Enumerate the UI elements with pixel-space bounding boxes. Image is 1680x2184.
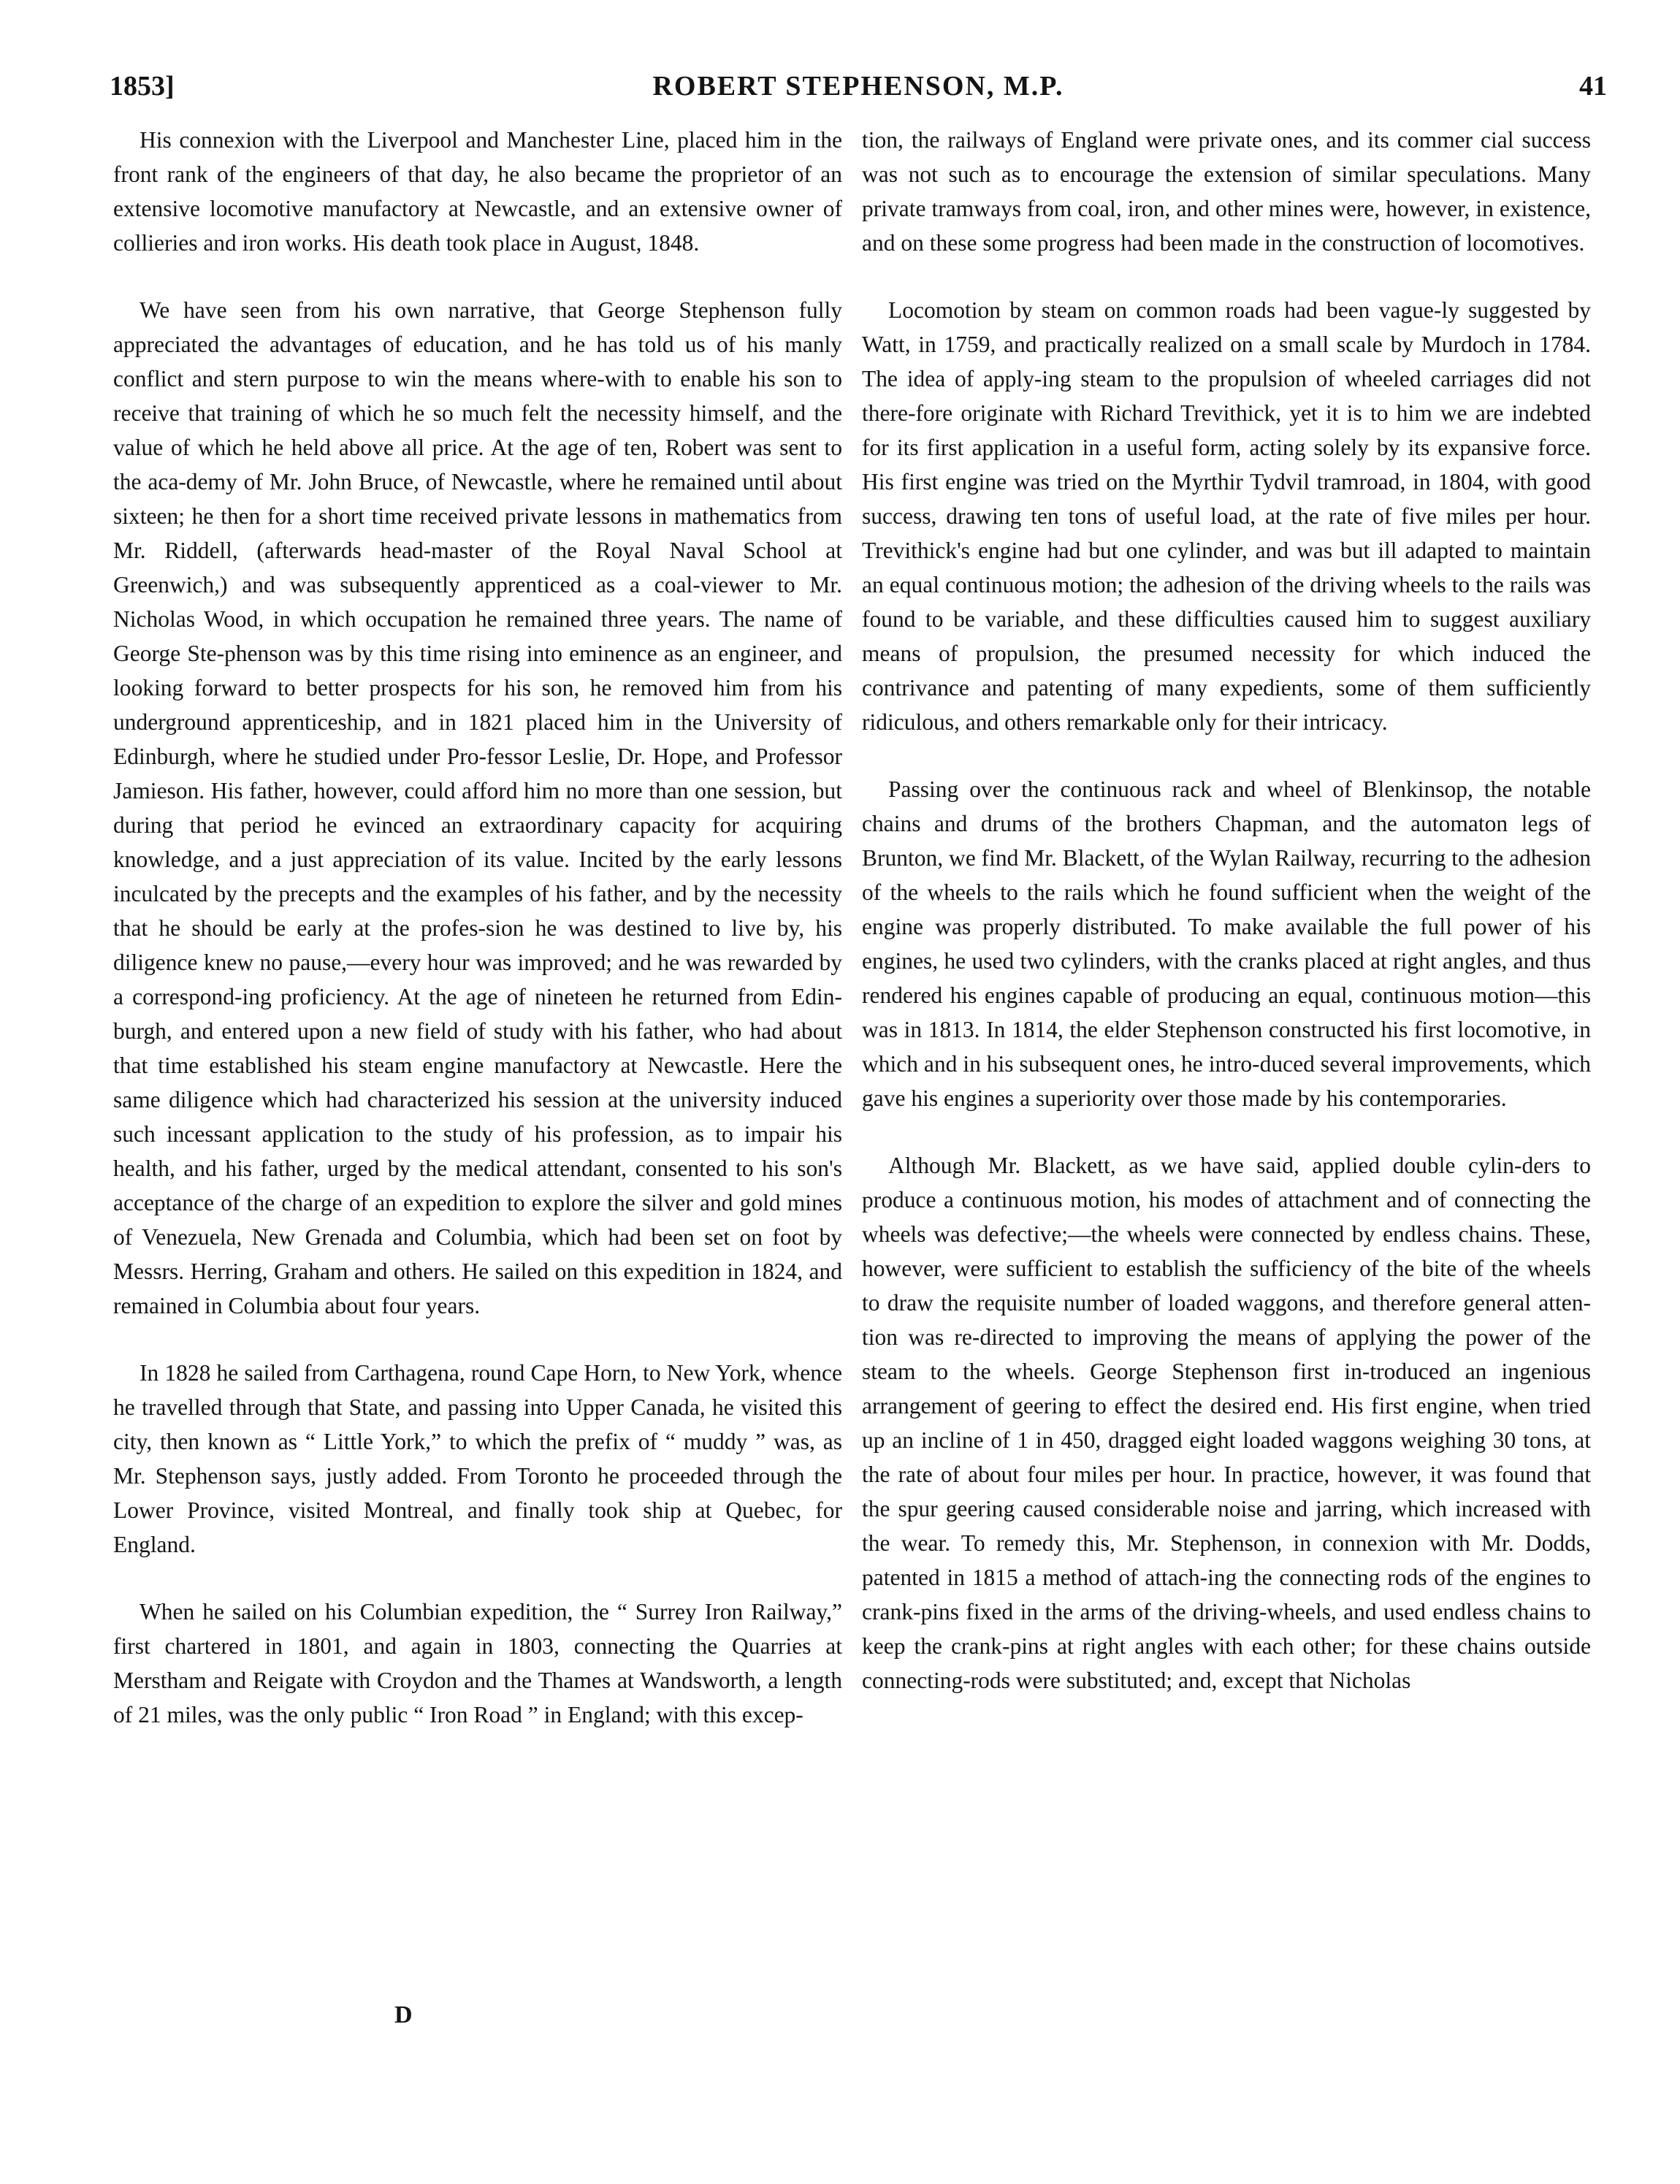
- running-header: [110, 70, 1607, 114]
- paragraph: His connexion with the Liverpool and Manchester Line, placed him in the front rank of the engineers of that day, he also became the proprietor of an extensive locomotive manufactory at Newcastle, and an extensive owner of collieries and iron works. His death took place in August, 1848.: [113, 127, 842, 256]
- paragraph: We have seen from his own narrative, that George Stephenson fully appreciated the advantages of education, and he has told us of his manly conflict and stern purpose to win the means where-with to enable his son to receive that training of which he so much felt the necessity himself, and the value of which he held above all price. At the age of ten, Robert was sent to the aca-demy of Mr. John Bruce, of Newcastle, where he remained until about sixteen; he then for a short time received private lessons in mathematics from Mr. Riddell, (afterwards head-master of the Royal Naval School at Greenwich,) and was subsequently apprenticed as a coal-viewer to Mr. Nicholas Wood, in which occupation he remained three years. The name of George Ste-phenson was by this time rising into eminence as an engineer, and looking forward to better prospects for his son, he removed him from his underground apprenticeship, and in 1821 placed him in the University of Edinburgh, where he studied under Pro-fessor Leslie, Dr. Hope, and Professor Jamieson. His father, however, could afford him no more than one session, but during that period he evinced an extraordinary capacity for acquiring knowledge, and a just appreciation of its value. Incited by the early lessons inculcated by the precepts and the examples of his father, and by the necessity that he should be early at the profes-sion he was destined to live by, his diligence knew no pause,—every hour was improved; and he was rewarded by a correspond-ing proficiency. At the age of nineteen he returned from Edin-burgh, and entered upon a new field of study with his father, who had about that time established his steam engine manufactory at Newcastle. Here the same diligence which had characterized his session at the university induced such incessant application to the study of his profession, as to impair his health, and his father, urged by the medical attendant, consented to his son's acceptance of the charge of an expedition to explore the silver and gold mines of Venezuela, New Grenada and Columbia, which had been set on foot by Messrs. Herring, Graham and others. He sailed on this expedition in 1824, and remained in Columbia about four years.: [113, 297, 842, 1318]
- header-year: 1853]: [110, 71, 175, 102]
- right-column: [862, 123, 1591, 1698]
- paragraph: When he sailed on his Columbian expedition, the “ Surrey Iron Railway,” first chartered in 1801, and again in 1803, connecting the Quarries at Merstham and Reigate with Croydon and the Thames at Wandsworth, a length of 21 miles, was the only public “ Iron Road ” in England; with this excep-: [113, 1599, 842, 1727]
- paragraph: tion, the railways of England were private ones, and its commer cial success was not such as to encourage the extension of similar speculations. Many private tramways from coal, iron, and other mines were, however, in existence, and on these some progress had been made in the construction of locomotives.: [862, 127, 1591, 256]
- paragraph: Passing over the continuous rack and wheel of Blenkinsop, the notable chains and drums of the brothers Chapman, and the automaton legs of Brunton, we find Mr. Blackett, of the Wylan Railway, recurring to the adhesion of the wheels to the rails which he found sufficient when the weight of the engine was properly distributed. To make available the full power of his engines, he used two cylinders, with the cranks placed at right angles, and thus rendered his engines capable of producing an equal, continuous motion—this was in 1813. In 1814, the elder Stephenson constructed his first locomotive, in which and in his subsequent ones, he intro-duced several improvements, which gave his engines a superiority over those made by his contemporaries.: [862, 776, 1591, 1111]
- paragraph: Although Mr. Blackett, as we have said, applied double cylin-ders to produce a continuous motion, his modes of attachment and of connecting the wheels was defective;—the wheels were connected by endless chains. These, however, were sufficient to establish the sufficiency of the bite of the wheels to draw the requisite number of loaded waggons, and therefore general atten-tion was re-directed to improving the means of applying the power of the steam to the wheels. George Stephenson first in-troduced an ingenious arrangement of geering to effect the desired end. His first engine, when tried up an incline of 1 in 450, dragged eight loaded waggons weighing 30 tons, at the rate of about four miles per hour. In practice, however, it was found that the spur geering caused considerable noise and jarring, which increased with the wear. To remedy this, Mr. Stephenson, in connexion with Mr. Dodds, patented in 1815 a method of attach-ing the connecting rods of the engines to crank-pins fixed in the arms of the driving-wheels, and used endless chains to keep the crank-pins at right angles with each other; for these chains outside connecting-rods were substituted; and, except that Nicholas: [862, 1153, 1591, 1693]
- signature-mark: D: [394, 2001, 413, 2028]
- paragraph: In 1828 he sailed from Carthagena, round Cape Horn, to New York, whence he travelled through that State, and passing into Upper Canada, he visited this city, then known as “ Little York,” to which the prefix of “ muddy ” was, as Mr. Stephenson says, justly added. From Toronto he proceeded through the Lower Province, visited Montreal, and finally took ship at Quebec, for England.: [113, 1360, 842, 1557]
- left-column: [113, 123, 842, 1732]
- paragraph: Locomotion by steam on common roads had been vague-ly suggested by Watt, in 1759, and practically realized on a small scale by Murdoch in 1784. The idea of apply-ing steam to the propulsion of wheeled carriages did not there-fore originate with Richard Trevithick, yet it is to him we are indebted for its first application in a useful form, acting solely by its expansive force. His first engine was tried on the Myrthir Tydvil tramroad, in 1804, with good success, drawing ten tons of useful load, at the rate of five miles per hour. Trevithick's engine had but one cylinder, and was but ill adapted to maintain an equal continuous motion; the adhesion of the driving wheels to the rails was found to be variable, and these difficulties caused him to suggest auxiliary means of propulsion, the presumed necessity for which induced the contrivance and patenting of many expedients, some of them sufficiently ridiculous, and others remarkable only for their intricacy.: [862, 297, 1591, 735]
- page-number: 41: [1579, 71, 1607, 102]
- header-title: ROBERT STEPHENSON, M.P.: [652, 71, 1064, 102]
